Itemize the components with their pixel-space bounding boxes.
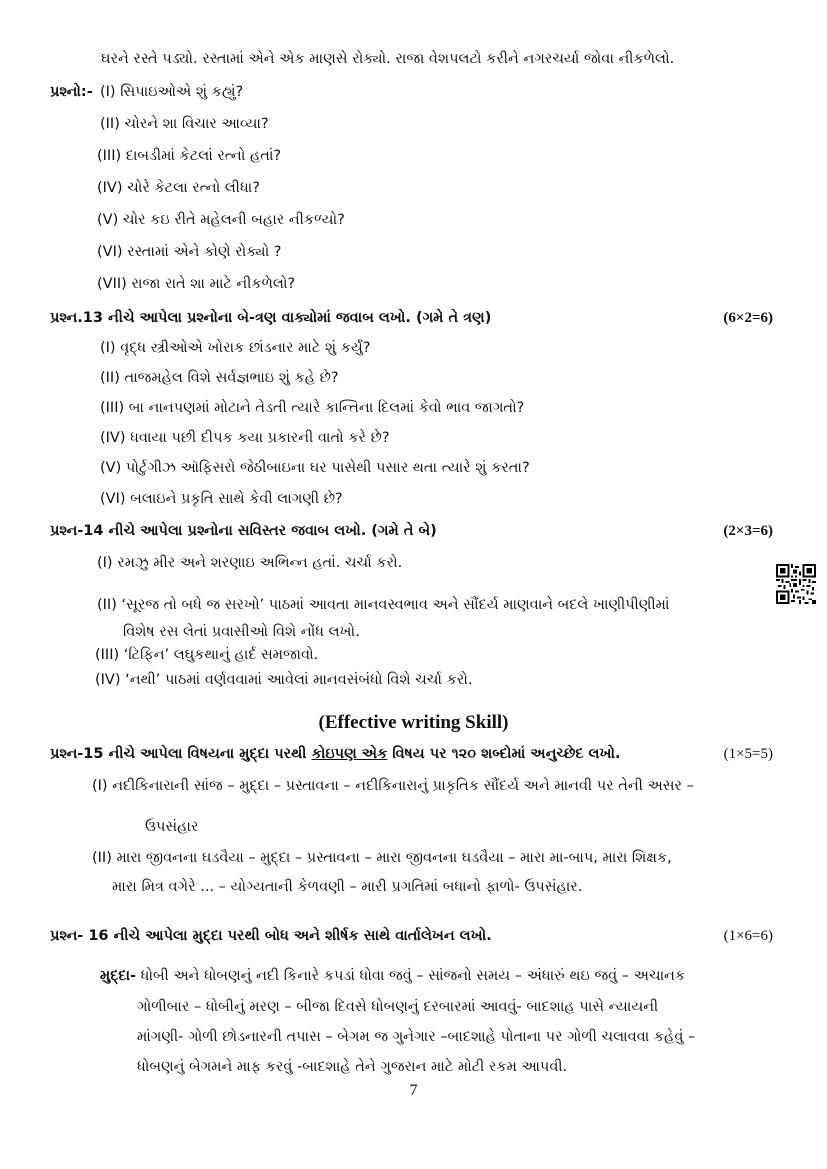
q13-item-3: (III) બા નાનપણમાં મોટાને તેડતી ત્યારે કાન્તિના દિલમાં કેવો ભાવ જાગતો? (100, 400, 525, 416)
q13-marks: (6×2=6) (723, 310, 773, 326)
q15-title: પ્રશ્ન-15 નીચે આપેલા વિષયના મુદ્દા પરથી કોઇપણ એક વિષય પર ૧૨૦ શબ્દોમાં અનુચ્છેદ લખો. (50, 746, 621, 762)
q15-item-1-line-1: (I) નદીકિનારાની સાંજ – મુદ્દા – પ્રસ્તાવના – નદીકિનારાનું પ્રાકૃતિક સૌંદર્ય અને માનવી પર તેની અસર – (92, 778, 694, 794)
q12-item-6: (VI) રસ્તામાં એને કોણે રોક્યો ? (97, 244, 282, 260)
q16-points-label: મુદ્દા- (100, 968, 137, 984)
q12-item-1: (I) સિપાઇઓએ શું કહ્યું? (100, 84, 244, 100)
q12-item-7: (VII) રાજા રાતે શા માટે નીકળેલો? (97, 276, 296, 292)
q14-item-3: (III) ‘ટિફિન’ લઘુકથાનું હાર્દ સમજાવો. (95, 647, 319, 663)
q14-item-1: (I) રમઝુ મીર અને શરણાઇ અભિન્ન હતાં. ચર્ચા કરો. (97, 555, 403, 571)
qr-code (776, 564, 816, 604)
q14-item-4: (IV) ‘નથી’ પાઠમાં વર્ણવવામાં આવેલાં માનવસંબંધો વિશે ચર્ચા કરો. (95, 672, 473, 688)
q16-points-line-2: ગોળીબાર – ધોબીનું મરણ – બીજા દિવસે ધોબણનું દરબારમાં આવવું- બાદશાહ પાસે ન્યાયની (137, 999, 659, 1015)
q12-item-2: (II) ચોરને શા વિચાર આવ્યા? (100, 116, 269, 132)
q14-item-2-line-2: વિશેષ રસ લેતાં પ્રવાસીઓ વિશે નોંધ લખો. (123, 624, 360, 640)
q15-item-2-line-2: મારા મિત્ર વગેરે ... – યોગ્યતાની કેળવણી – મારી પ્રગતિમાં બધાનો ફાળો- ઉપસંહાર. (112, 879, 583, 895)
section-title: (Effective writing Skill) (318, 712, 509, 733)
q16-points-line-1: મુદ્દા- ધોબી અને ધોબણનું નદી કિનારે કપડાં ધોવા જવું – સાંજનો સમય – અંધારું થઇ જવું – અચાનક (100, 968, 686, 984)
q13-item-5: (V) પોર્ટુગીઝ ઑફિસરો જેઠીબાઇના ઘર પાસેથી પસાર થતા ત્યારે શું કરતા? (100, 460, 530, 476)
q14-title: પ્રશ્ન-14 નીચે આપેલા પ્રશ્નોના સવિસ્તર જવાબ લખો. (ગમે તે બે) (50, 523, 437, 539)
q16-points-line-3: માંગણી- ગોળી છોડનારની તપાસ – બેગમ જ ગુનેગાર –બાદશાહે પોતાના પર ગોળી ચલાવવા કહેવું – (137, 1029, 696, 1045)
page-number: 7 (409, 1082, 418, 1099)
q15-marks: (1×5=5) (723, 746, 773, 762)
questions-label: પ્રશ્નો:- (50, 84, 93, 100)
q13-item-1: (I) વૃદ્ધ સ્ત્રીઓએ ખોરાક છાંડનાર માટે શું કર્યું? (100, 340, 371, 356)
q16-marks: (1×6=6) (723, 928, 773, 944)
q13-item-6: (VI) બલાઇને પ્રકૃતિ સાથે કેવી લાગણી છે? (100, 491, 343, 507)
q13-title: પ્રશ્ન.13 નીચે આપેલા પ્રશ્નોના બે-ત્રણ વાક્યોમાં જવાબ લખો. (ગમે તે ત્રણ) (50, 310, 492, 326)
q15-item-1-line-2: ઉપસંહાર (145, 819, 199, 835)
q16-title: પ્રશ્ન- 16 નીચે આપેલા મુદ્દા પરથી બોધ અને શીર્ષક સાથે વાર્તાલેખન લખો. (50, 928, 492, 944)
q15-title-underlined: કોઇપણ એક (311, 746, 388, 762)
q13-item-2: (II) તાજમહેલ વિશે સર્વજ્ઞભાઇ શું કહે છે? (100, 370, 339, 386)
q14-item-2-line-1: (II) ‘સૂરજ તો બધે જ સરખો’ પાઠમાં આવતા માનવસ્વભાવ અને સૌંદર્ય માણવાને બદલે ખાણીપીણીમાં (97, 597, 670, 613)
q13-item-4: (IV) ધવાયા પછી દીપક કયા પ્રકારની વાતો કરે છે? (100, 430, 390, 446)
q12-item-4: (IV) ચોરે કેટલા રત્નો લીધા? (97, 180, 260, 196)
q14-marks: (2×3=6) (723, 523, 773, 539)
q12-item-3: (III) દાબડીમાં કેટલાં રત્નો હતાં? (97, 148, 282, 164)
q12-item-5: (V) ચોર કઇ રીતે મહેલની બહાર નીકળ્યો? (97, 212, 345, 228)
passage-text: ઘરને રસ્તે પડ્યો. રસ્તામાં એને એક માણસે રોક્યો. રાજા વેશપલટો કરીને નગરચર્યા જોવા નીકળેલો. (101, 51, 675, 67)
q16-points-line-4: ધોબણનું બેગમને માફ કરવું -બાદશાહે તેને ગુજરાન માટે મોટી રકમ આપવી. (137, 1059, 568, 1075)
q15-item-2-line-1: (II) મારા જીવનના ઘડવૈયા – મુદ્દા – પ્રસ્તાવના – મારા જીવનના ઘડવૈયા – મારા મા-બાપ, મારા શિક્ષક, (92, 850, 672, 866)
